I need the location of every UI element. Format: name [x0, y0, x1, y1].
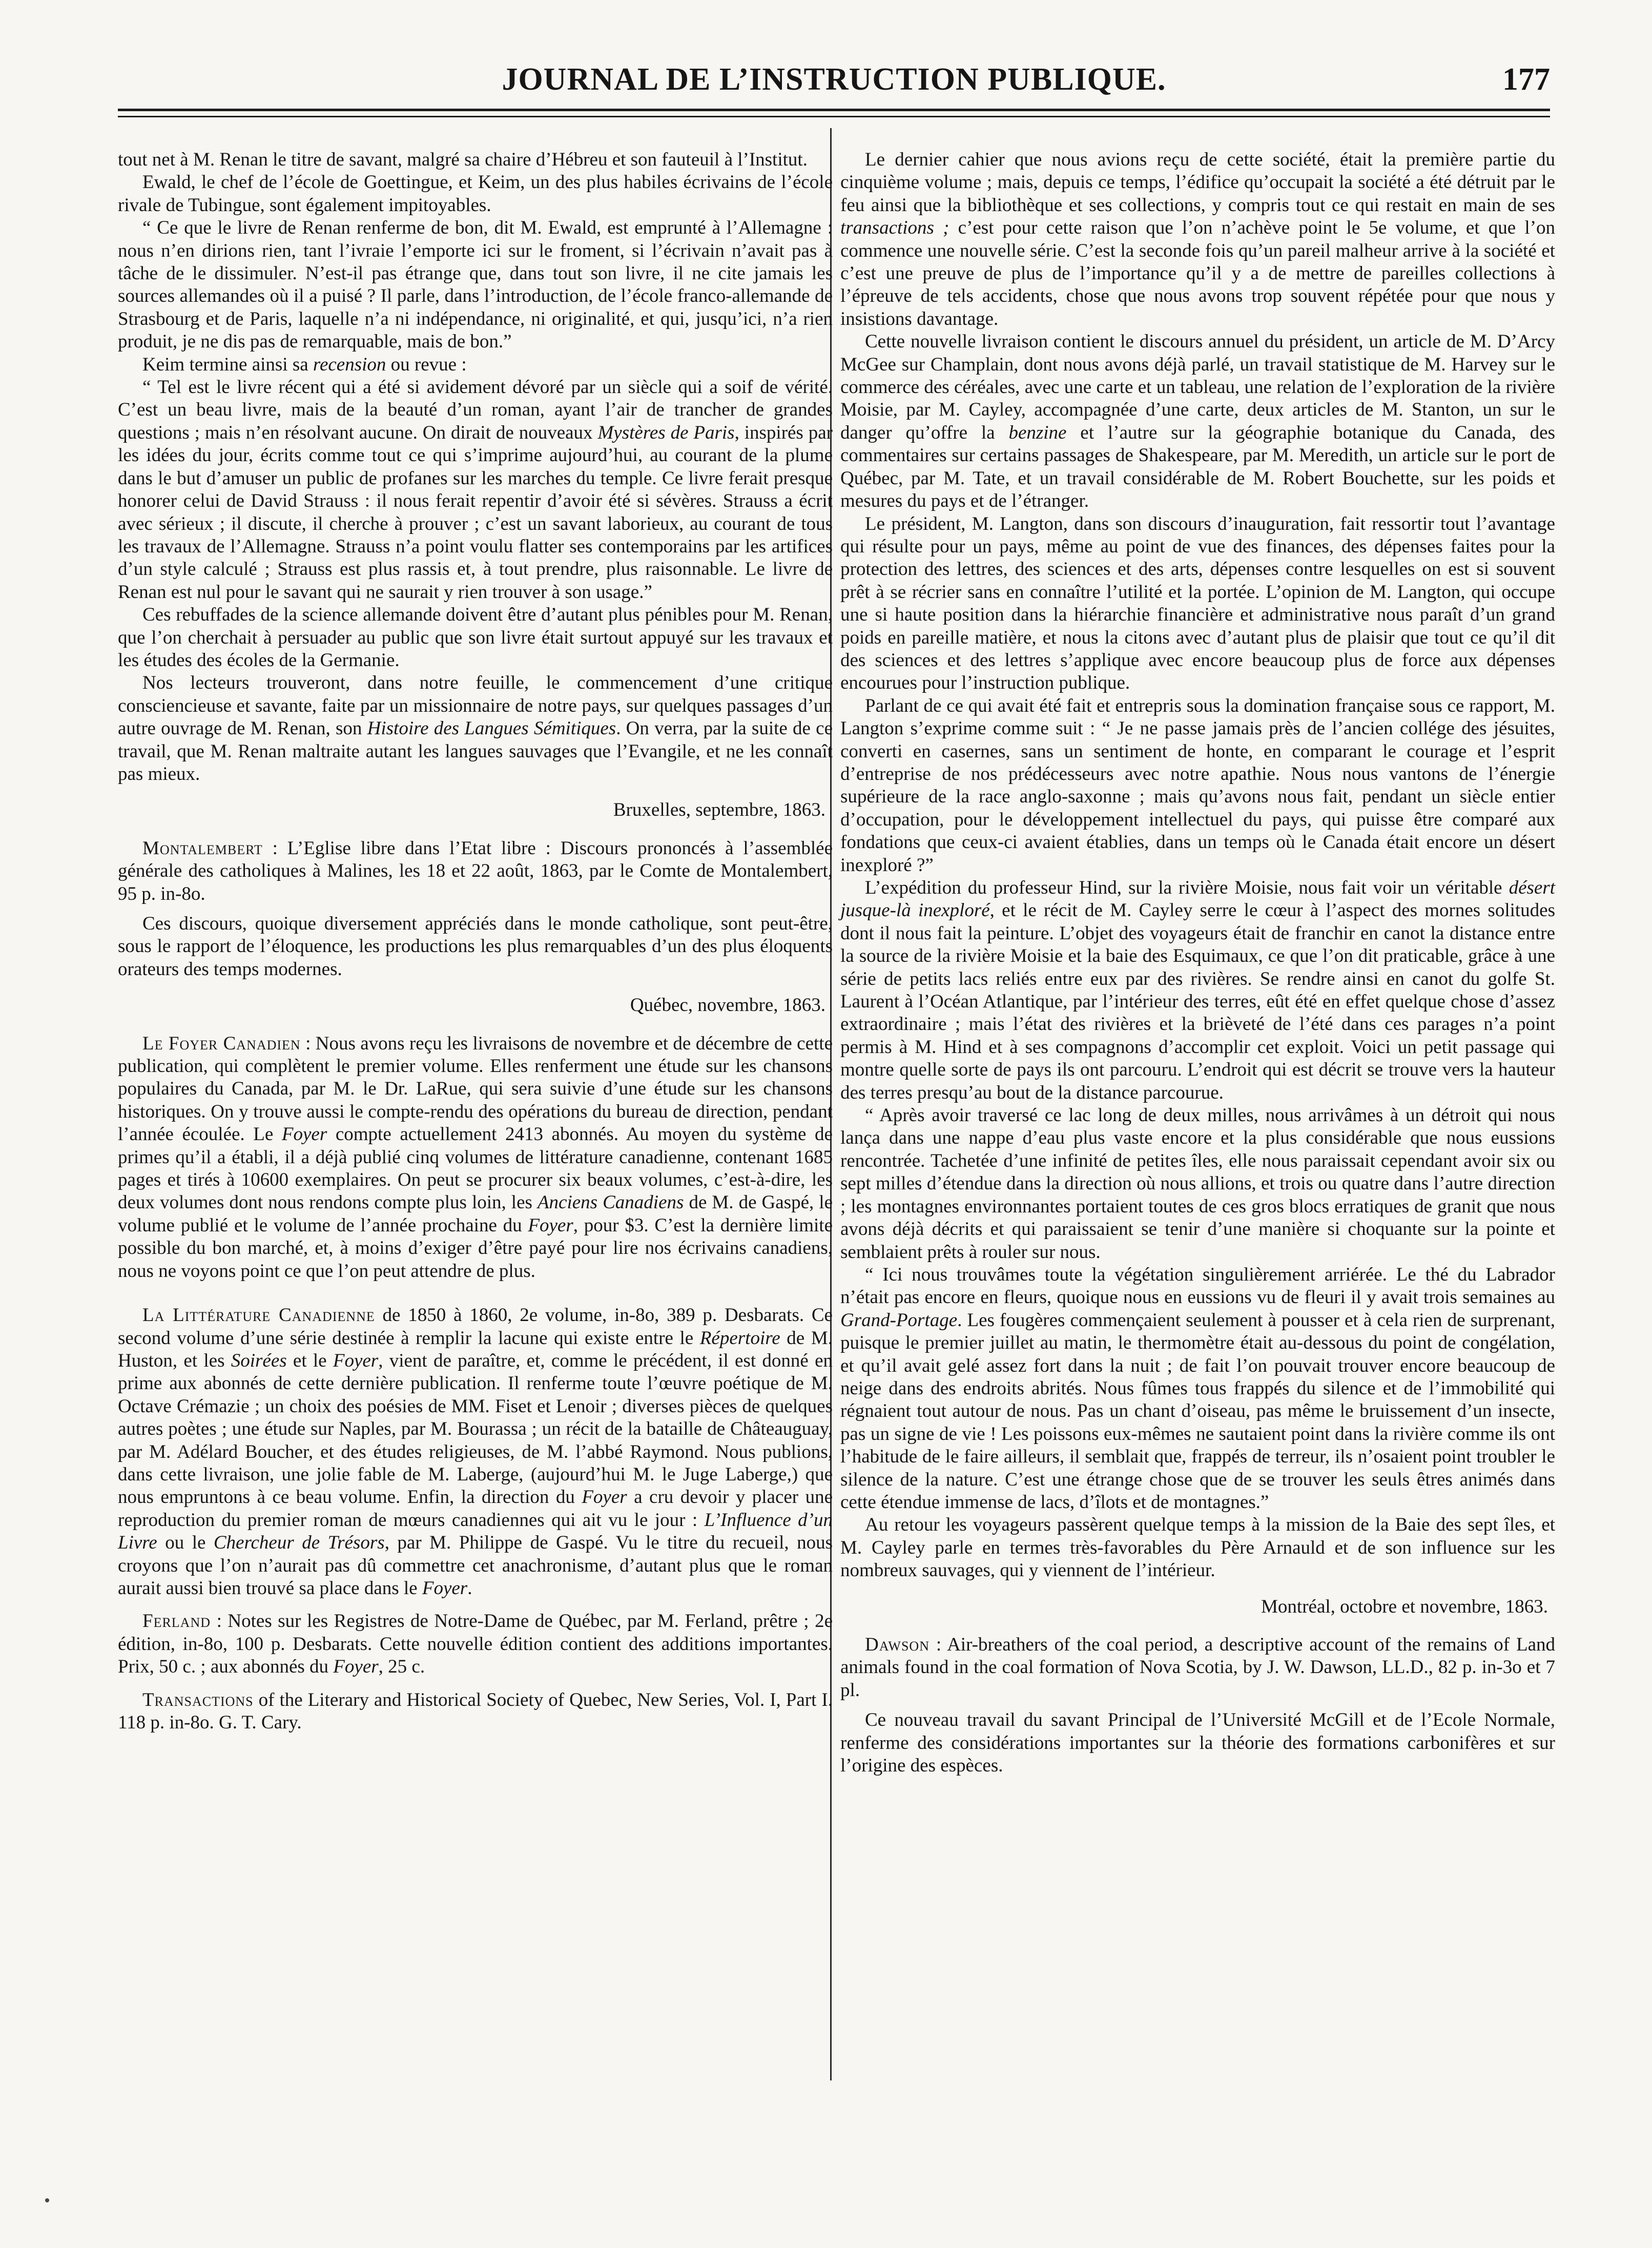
quote-cayley-2: “ Ici nous trouvâmes toute la végétation singulièrement arriérée. Le thé du Labrador n’était pas encore en fleurs, quoique nous en eussions vu de fleuri il y avait trois semaines au Grand-Portage. Les fougères commençaient seulement à pousser et à cela rien de surprenant, puisque le premier juillet au matin, le thermomètre était au-dessous du point de congélation, et qu’il avait gelé assez fort dans la nuit ; de fait l’on pouvait trouver encore beaucoup de neige dans des endroits abrités. Nous fûmes tous frappés du silence et de l’immobilité qui régnaient tout autour de nous. Pas un chant d’oiseau, pas même le bruissement d’un insecte, pas un signe de vie ! Les poissons eux-mêmes ne sautaient point dans la rivière comme ils ont l’habitude de le faire ailleurs, il semblait que, frappés de terreur, ils n’osaient point troubler le silence de la nature. C’est une étrange chose que de se trouver les seuls êtres animés dans cette étendue immense de lacs, d’îlots et de montagnes.”: [840, 1264, 1555, 1513]
page-header: [118, 61, 1550, 102]
header-rule-thin: [118, 116, 1550, 117]
review-entry-transactions: Transactions of the Literary and Historical Society of Quebec, New Series, Vol. I, Part I. 118 p. in-8o. G. T. Cary.: [118, 1689, 833, 1733]
review-entry-montalembert: Montalembert : L’Eglise libre dans l’Etat libre : Discours prononcés à l’assemblée générale des catholiques à Malines, les 18 et 22 août, 1863, par le Comte de Montalembert, 95 p. in-8o.: [118, 837, 833, 904]
journal-title: JOURNAL DE L’INSTRUCTION PUBLIQUE.: [502, 62, 1166, 97]
dateline: Montréal, octobre et novembre, 1863.: [1261, 1596, 1548, 1617]
paragraph: Ces rebuffades de la science allemande doivent être d’autant plus pénibles pour M. Renan, que l’on cherchait à persuader au public que son livre était surtout appuyé sur les travaux et les études des écoles de la Germanie.: [118, 604, 833, 671]
dateline: Québec, novembre, 1863.: [630, 995, 825, 1016]
paragraph: Ewald, le chef de l’école de Goettingue, et Keim, un des plus habiles écrivains de l’école rivale de Tubingue, sont également impitoyables.: [118, 172, 833, 216]
quote-ewald: “ Ce que le livre de Renan renferme de bon, dit M. Ewald, est emprunté à l’Allemagne : nous n’en dirions rien, tant l’ivraie l’emporte ici sur le froment, si l’écrivain n’avait pas à tâche de le dissimuler. N’est-il pas étrange que, dans tout son livre, il ne cite jamais les sources allemandes où il a puisé ? Il parle, dans l’introduction, de l’école franco-allemande de Strasbourg et de Paris, laquelle n’a ni indépendance, ni originalité, et qui, jusqu’ici, n’a rien produit, je ne dis pas de remarquable, mais de bon.”: [118, 217, 833, 353]
right-column: [840, 149, 1555, 1777]
paragraph: Le dernier cahier que nous avions reçu de cette société, était la première partie du cinquième volume ; mais, depuis ce temps, l’édifice qu’occupait la société a été détruit par le feu ainsi que la bibliothèque et ses collections, y compris tout ce qui restait en main de ses transactions ; c’est pour cette raison que l’on n’achève point le 5e volume, et que l’on commence une nouvelle série. C’est la seconde fois qu’un pareil malheur arrive à la société et c’est une preuve de plus de l’importance qu’il y a de mettre de pareilles collections à l’épreuve de tels accidents, chose que nous avons trop souvent répétée pour que nous y insistions davantage.: [840, 149, 1556, 329]
page-number: 177: [1502, 62, 1550, 97]
quote-cayley-1: “ Après avoir traversé ce lac long de deux milles, nous arrivâmes à un détroit qui nous lança dans une nappe d’eau plus vaste encore et la plus considérable que nous eussions rencontrée. Tachetée d’une infinité de petites îles, elle nous paraissait cependant avoir six ou sept milles d’étendue dans la direction où nous allions, et trois ou quatre dans l’autre direction ; les montagnes environnantes portaient toutes de ces gros blocs erratiques de granit que nous avons déjà décrits et qui paraissaient se tenir d’une manière si choquante sur la pointe et semblaient prêts à rouler sur nous.: [840, 1105, 1555, 1263]
left-column: [118, 149, 833, 1734]
paragraph: Cette nouvelle livraison contient le discours annuel du président, un article de M. D’Arcy McGee sur Champlain, dont nous avons déjà parlé, un travail statistique de M. Harvey sur le commerce des céréales, avec une carte et un tableau, une relation de l’exploration de la rivière Moisie, par M. Cayley, accompagnée d’une carte, deux articles de M. Stanton, un sur le danger qu’offre la benzine et l’autre sur la géographie botanique du Canada, des commentaires sur certains passages de Shakespeare, par M. Meredith, un article sur le port de Québec, par M. Tate, et un travail considérable de M. Robert Bouchette, sur les poids et mesures du pays et de l’étranger.: [840, 331, 1555, 512]
paragraph: Ce nouveau travail du savant Principal de l’Université McGill et de l’Ecole Normale, renferme des considérations importantes sur la théorie des formations carbonifères et sur l’origine des espèces.: [840, 1709, 1555, 1777]
review-entry-foyer: Le Foyer Canadien : Nous avons reçu les livraisons de novembre et de décembre de cette publication, qui complètent le premier volume. Elles renferment une étude sur les chansons populaires du Canada, par M. le Dr. LaRue, qui sera suivie d’une étude sur les chansons historiques. On y trouve aussi le compte-rendu des opérations du bureau de direction, pendant l’année écoulée. Le Foyer compte actuellement 2413 abonnés. Au moyen du système de primes qu’il a établi, il a déjà publié cinq volumes de littérature canadienne, contenant 1685 pages et tirés à 10600 exemplaires. On peut se procurer six beaux volumes, c’est-à-dire, les deux volumes dont nous rendons compte plus loin, les Anciens Canadiens de M. de Gaspé, le volume publié et le volume de l’année prochaine du Foyer, pour $3. C’est la dernière limite possible du bon marché, et, à moins d’exiger d’être payé pour lire nos écrivains canadiens, nous ne voyons point ce que l’on peut attendre de plus.: [118, 1033, 833, 1282]
paragraph: Le président, M. Langton, dans son discours d’inauguration, fait ressortir tout l’avantage qui résulte pour un pays, même au point de vue des finances, des dépenses faites pour la protection des lettres, des sciences et des arts, dépenses contre lesquelles on est si souvent prêt à se récrier sans en connaître l’utilité et la portée. L’opinion de M. Langton, qui occupe une si haute position dans la hiérarchie financière et administrative nous paraît d’un grand poids en pareille matière, et nous la citons avec d’autant plus de plaisir que tout ce qu’il dit des sciences et des lettres s’applique avec encore beaucoup plus de force aux dépenses encourues pour l’instruction publique.: [840, 513, 1555, 694]
review-entry-ferland: Ferland : Notes sur les Registres de Notre-Dame de Québec, par M. Ferland, prêtre ; 2e édition, in-8o, 100 p. Desbarats. Cette nouvelle édition contient des additions importantes. Prix, 50 c. ; aux abonnés du Foyer, 25 c.: [118, 1611, 833, 1678]
paragraph: Keim termine ainsi sa recension ou revue :: [142, 354, 467, 375]
print-speck: [45, 2198, 49, 2202]
dateline: Bruxelles, septembre, 1863.: [613, 799, 825, 821]
paragraph: Parlant de ce qui avait été fait et entrepris sous la domination française sous ce rapport, M. Langton s’exprime comme suit : “ Je ne passe jamais près de l’ancien collége des jésuites, converti en casernes, sans un sentiment de honte, en comparant le courage et l’esprit d’entreprise de nos prédécesseurs avec notre apathie. Nous nous vantons de l’énergie supérieure de la race anglo-saxonne ; mais qu’avons nous fait, pendant un siècle entier d’occupation, pour le développement intellectuel du pays, qui puisse être comparé aux fondations que ceux-ci avaient établies, dans un temps où le Canada était encore un désert inexploré ?”: [840, 695, 1555, 876]
quote-keim: “ Tel est le livre récent qui a été si avidement dévoré par un siècle qui a soif de vérité. C’est un beau livre, mais de la beauté d’un roman, ayant l’air de trancher de grandes questions ; mais n’en résolvant aucune. On dirait de nouveaux Mystères de Paris, inspirés par les idées du jour, écrits comme tout ce qui s’imprime aujourd’hui, au courant de la plume dans le but d’amuser un public de profanes sur les marches du temple. Ce livre ferait presque honorer celui de David Strauss : il nous ferait repentir d’avoir été si sévères. Strauss a écrit avec sérieux ; il discute, il cherche à prouver ; c’est un savant laborieux, au courant de tous les travaux de l’Allemagne. Strauss n’a point voulu flatter ses contemporains par les artifices d’un style calculé ; Strauss est plus rassis et, à tout prendre, plus raisonnable. Le livre de Renan est nul pour le savant qui ne saurait y rien trouver à son usage.”: [118, 377, 833, 603]
paragraph: Ces discours, quoique diversement appréciés dans le monde catholique, sont peut-être, sous le rapport de l’éloquence, les productions les plus remarquables d’un des plus éloquents orateurs des temps modernes.: [118, 913, 833, 980]
paragraph: Nos lecteurs trouveront, dans notre feuille, le commencement d’une critique consciencieuse et savante, faite par un missionnaire de notre pays, sur quelques passages d’un autre ouvrage de M. Renan, son Histoire des Langues Sémitiques. On verra, par la suite de ce travail, que M. Renan maltraite autant les langues sauvages que l’Evangile, et ne les connaît pas mieux.: [118, 672, 833, 785]
paragraph: tout net à M. Renan le titre de savant, malgré sa chaire d’Hébreu et son fauteuil à l’Institut.: [118, 149, 808, 170]
header-rule-thick: [118, 109, 1550, 111]
review-entry-litterature: La Littérature Canadienne de 1850 à 1860, 2e volume, in-8o, 389 p. Desbarats. Ce second volume d’une série destinée à remplir la lacune qui existe entre le Répertoire de M. Huston, et les Soirées et le Foyer, vient de paraître, et, comme le précédent, il est donné en prime aux abonnés de cette dernière publication. Il renferme toute l’œuvre poétique de M. Octave Crémazie ; un choix des poésies de MM. Fiset et Lenoir ; diverses pièces de quelques autres poètes ; une étude sur Naples, par M. Bourassa ; un récit de la bataille de Châteauguay, par M. Adélard Boucher, et des études religieuses, de M. l’abbé Raymond. Nous publions, dans cette livraison, une jolie fable de M. Laberge, (aujourd’hui M. le Juge Laberge,) que nous empruntons à ce beau volume. Enfin, la direction du Foyer a cru devoir y placer une reproduction du premier roman de mœurs canadiennes qui ait vu le jour : L’Influence d’un Livre ou le Chercheur de Trésors, par M. Philippe de Gaspé. Vu le titre du recueil, nous croyons que l’on n’aurait pas dû commettre cet anachronisme, d’autant plus que le roman aurait aussi bien trouvé sa place dans le Foyer.: [118, 1305, 833, 1599]
paragraph: Au retour les voyageurs passèrent quelque temps à la mission de la Baie des sept îles, et M. Cayley parle en termes très-favorables du Père Arnauld et de son influence sur les nombreux sauvages, qui y viennent de l’intérieur.: [840, 1514, 1555, 1581]
paragraph: L’expédition du professeur Hind, sur la rivière Moisie, nous fait voir un véritable désert jusque-là inexploré, et le récit de M. Cayley serre le cœur à l’aspect des mornes solitudes dont il nous fait la peinture. L’objet des voyageurs était de franchir en canot la distance entre la source de la rivière Moisie et la baie des Esquimaux, ce que l’on dit praticable, grâce à une série de petits lacs reliés entre eux par des rivières. Se rendre ainsi en canot du golfe St. Laurent à l’Océan Atlantique, par l’intérieur des terres, eût été en effet quelque chose d’assez extraordinaire ; mais l’état des rivières et la brièveté de l’été dans ces parages n’a point permis à M. Hind et à ses compagnons d’accomplir cet exploit. Voici un petit passage qui montre quelle sorte de pays ils ont parcouru. L’endroit qui est décrit se trouve vers la hauteur des terres presqu’au bout de la distance parcourue.: [840, 877, 1555, 1103]
review-entry-dawson: Dawson : Air-breathers of the coal period, a descriptive account of the remains of Land animals found in the coal formation of Nova Scotia, by J. W. Dawson, LL.D., 82 p. in-3o et 7 pl.: [840, 1634, 1555, 1701]
